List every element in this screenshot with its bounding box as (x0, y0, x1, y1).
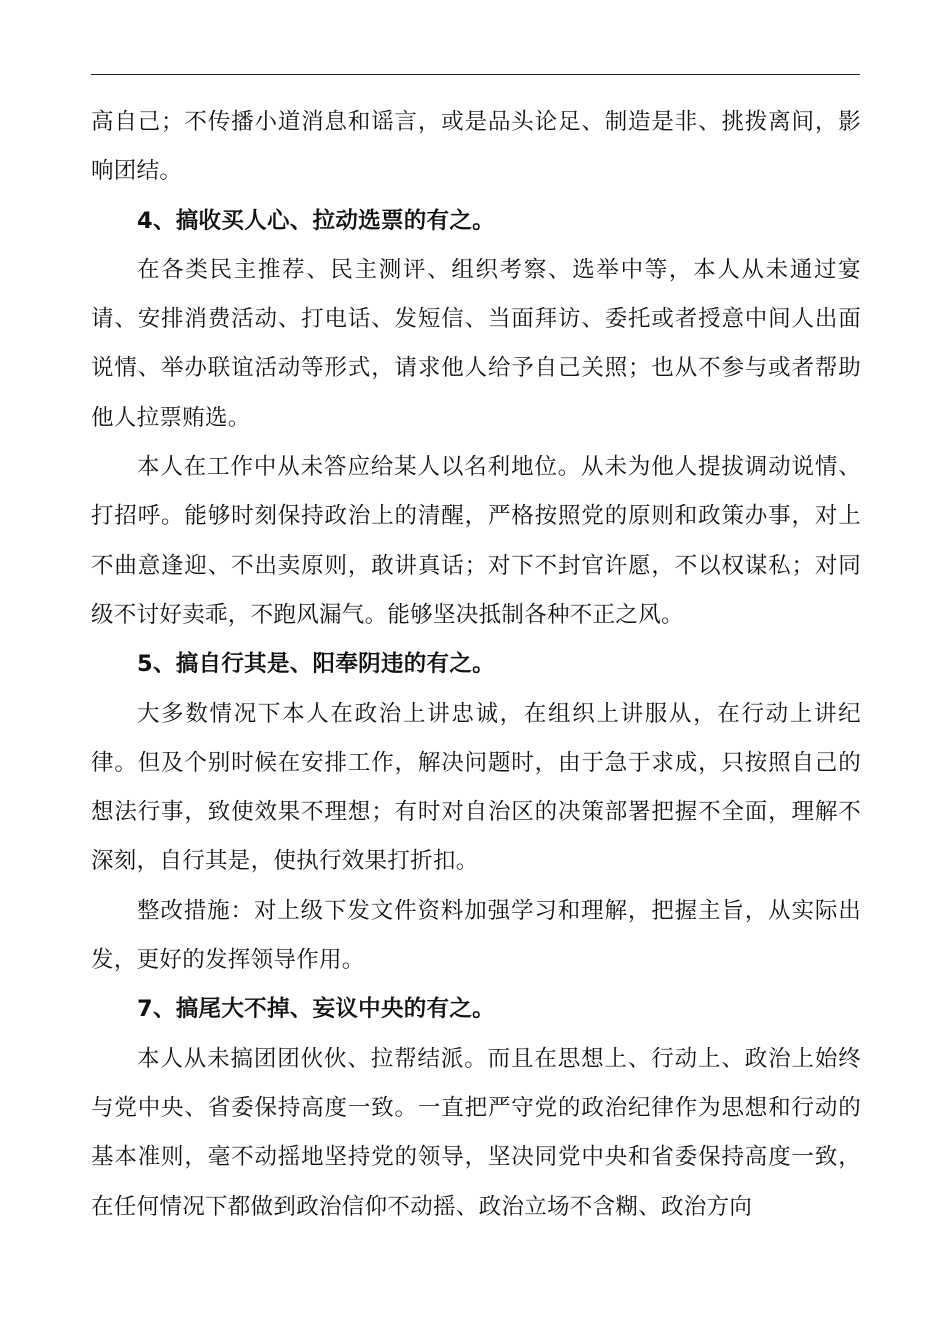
paragraph-continuation: 高自己；不传播小道消息和谣言，或是品头论足、制造是非、挑拨离间，影响团结。 (91, 109, 861, 185)
document-body (91, 98, 861, 1232)
paragraph: 本人从未搞团团伙伙、拉帮结派。而且在思想上、行动上、政治上始终与党中央、省委保持高度一致。一直把严守党的政治纪律作为思想和行动的基本准则，毫不动摇地坚持党的领导，坚决同党中央和省委保持高度一致，在任何情况下都做到政治信仰不动摇、政治立场不含糊、政治方向 (91, 1045, 861, 1220)
section-heading-5: 5、搞自行其是、阳奉阴违的有之。 (137, 651, 495, 678)
paragraph: 大多数情况下本人在政治上讲忠诚，在组织上讲服从，在行动上讲纪律。但及个别时候在安排工作，解决问题时，由于急于求成，只按照自己的想法行事，致使效果不理想；有时对自治区的决策部署把握不全面，理解不深刻，自行其是，使执行效果打折扣。 (91, 700, 861, 875)
header-rule (91, 74, 860, 75)
paragraph-rectification-measures: 整改措施：对上级下发文件资料加强学习和理解，把握主旨，从实际出发，更好的发挥领导作用。 (91, 897, 861, 974)
paragraph: 在各类民主推荐、民主测评、组织考察、选举中等，本人从未通过宴请、安排消费活动、打电话、发短信、当面拜访、委托或者授意中间人出面说情、举办联谊活动等形式，请求他人给予自己关照；也从不参与或者帮助他人拉票贿选。 (91, 256, 861, 431)
section-heading-7: 7、搞尾大不掉、妄议中央的有之。 (137, 996, 495, 1023)
section-heading-4: 4、搞收买人心、拉动选票的有之。 (137, 207, 495, 234)
paragraph: 本人在工作中从未答应给某人以名利地位。从未为他人提拔调动说情、打招呼。能够时刻保持政治上的清醒，严格按照党的原则和政策办事，对上不曲意逢迎、不出卖原则，敢讲真话；对下不封官许愿，不以权谋私；对同级不讨好卖乖，不跑风漏气。能够坚决抵制各种不正之风。 (91, 454, 861, 628)
